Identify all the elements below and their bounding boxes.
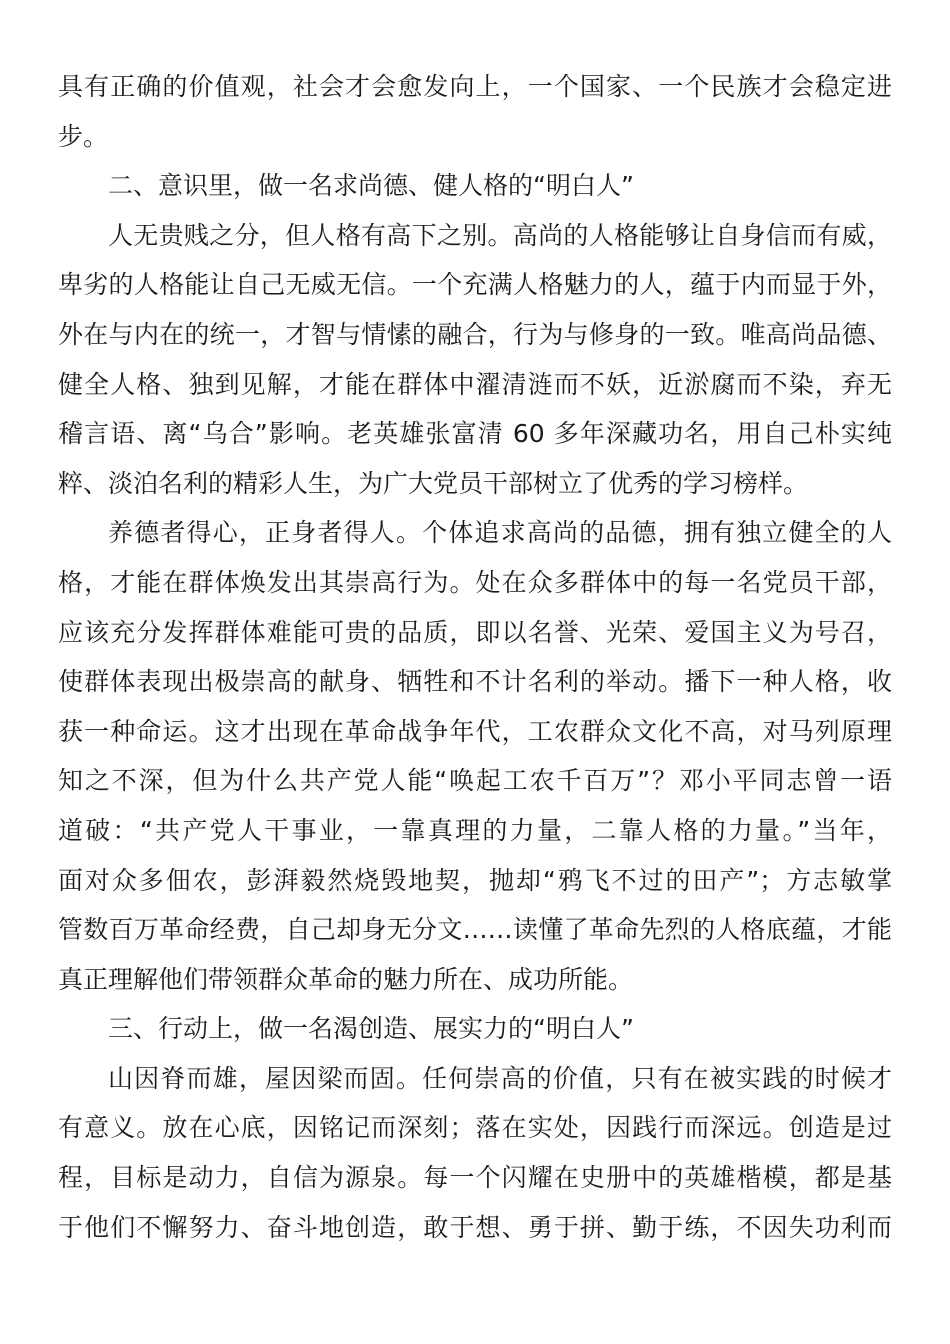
text-line: 人无贵贱之分，但人格有高下之别。高尚的人格能够让自身信而有威，	[108, 220, 892, 250]
text-line: 步。	[58, 121, 109, 151]
text-line: 健全人格、独到见解，才能在群体中濯清涟而不妖，近淤腐而不染，弃无	[58, 369, 892, 399]
text-line: 于他们不懈努力、奋斗地创造，敢于想、勇于拼、勤于练，不因失功利而	[58, 1212, 892, 1242]
text-line: 管数百万革命经费，自己却身无分文……读懂了革命先烈的人格底蕴，才能	[58, 915, 892, 945]
text-line: 具有正确的价值观，社会才会愈发向上，一个国家、一个民族才会稳定进	[58, 72, 892, 101]
text-line: 外在与内在的统一，才智与情愫的融合，行为与修身的一致。唯高尚品德、	[58, 319, 892, 349]
text-line: 面对众多佃农，彭湃毅然烧毁地契，抛却“鸦飞不过的田产”；方志敏掌	[58, 865, 892, 895]
text-line: 稽言语、离“乌合”影响。老英雄张富清 60 多年深藏功名，用自己朴实纯	[58, 419, 892, 449]
text-line: 获一种命运。这才出现在革命战争年代，工农群众文化不高，对马列原理	[58, 716, 892, 746]
text-line: 二、意识里，做一名求尚德、健人格的“明白人”	[108, 171, 634, 201]
text-line: 使群体表现出极崇高的献身、牺牲和不计名利的举动。播下一种人格，收	[58, 667, 892, 697]
text-line: 应该充分发挥群体难能可贵的品质，即以名誉、光荣、爱国主义为号召，	[58, 617, 892, 647]
text-line: 养德者得心，正身者得人。个体追求高尚的品德，拥有独立健全的人	[108, 518, 892, 548]
text-line: 程，目标是动力，自信为源泉。每一个闪耀在史册中的英雄楷模，都是基	[58, 1163, 892, 1193]
text-line: 三、行动上，做一名渴创造、展实力的“明白人”	[108, 1014, 634, 1044]
text-line: 格，才能在群体焕发出其崇高行为。处在众多群体中的每一名党员干部，	[58, 567, 892, 597]
text-line: 真正理解他们带领群众革命的魅力所在、成功所能。	[58, 964, 634, 994]
document-body	[58, 62, 892, 1252]
text-line: 知之不深，但为什么共产党人能“唤起工农千百万”？邓小平同志曾一语	[58, 766, 892, 796]
text-line: 卑劣的人格能让自己无威无信。一个充满人格魅力的人，蕴于内而显于外，	[58, 270, 892, 300]
text-line: 山因脊而雄，屋因梁而固。任何崇高的价值，只有在被实践的时候才	[108, 1063, 892, 1093]
text-line: 道破：“共产党人干事业，一靠真理的力量，二靠人格的力量。”当年，	[58, 815, 892, 845]
text-line: 有意义。放在心底，因铭记而深刻；落在实处，因践行而深远。创造是过	[58, 1113, 892, 1143]
text-line: 粹、淡泊名利的精彩人生，为广大党员干部树立了优秀的学习榜样。	[58, 468, 809, 498]
